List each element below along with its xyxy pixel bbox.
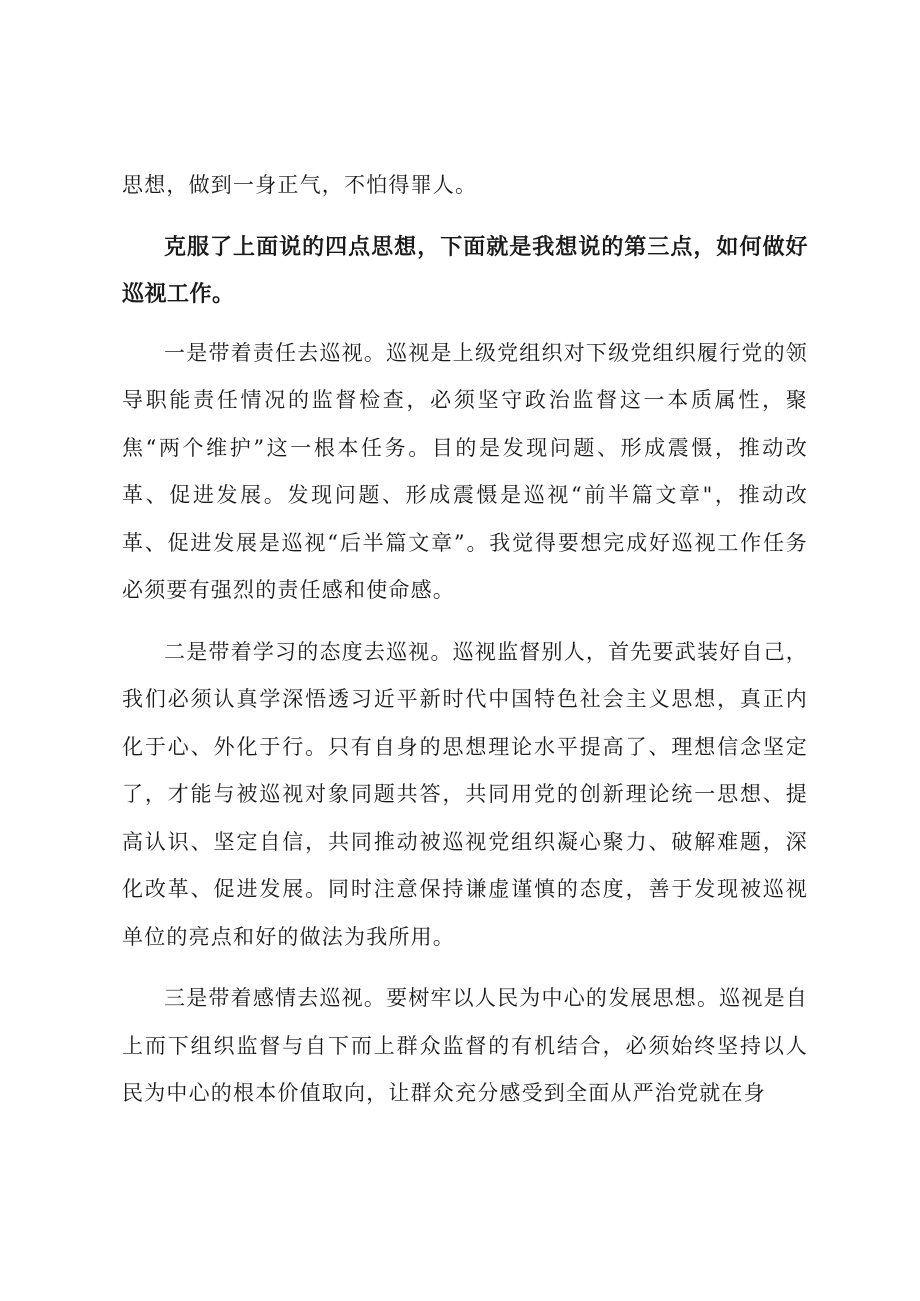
paragraph-point-one: 一是带着责任去巡视。巡视是上级党组织对下级党组织履行党的领导职能责任情况的监督检查，必须坚守政治监督这一本质属性，聚焦“两个维护”这一根本任务。目的是发现问题、形成震慑，推动改革、促进发展。发现问题、形成震慑是巡视“前半篇文章"，推动改革、促进发展是巡视“后半篇文章”。我觉得要想完成好巡视工作任务必须要有强烈的责任感和使命感。 xyxy=(122,340,808,602)
paragraph-point-two: 二是带着学习的态度去巡视。巡视监督别人，首先要武装好自己，我们必须认真学深悟透习近平新时代中国特色社会主义思想，真正内化于心、外化于行。只有自身的思想理论水平提高了、理想信念坚定了，才能与被巡视对象同题共答，共同用党的创新理论统一思想、提高认识、坚定自信，共同推动被巡视党组织凝心聚力、破解难题，深化改革、促进发展。同时注意保持谦虚谨慎的态度，善于发现被巡视单位的亮点和好的做法为我所用。 xyxy=(122,639,808,949)
document-body xyxy=(122,162,808,1118)
paragraph-continuation: 思想，做到一身正气，不怕得罪人。 xyxy=(122,173,478,197)
section-heading: 克服了上面说的四点思想，下面就是我想说的第三点，如何做好巡视工作。 xyxy=(122,234,808,307)
paragraph-point-three: 三是带着感情去巡视。要树牢以人民为中心的发展思想。巡视是自上而下组织监督与自下而上群众监督的有机结合，必须始终坚持以人民为中心的根本价值取向，让群众充分感受到全面从严治党就在身 xyxy=(122,986,808,1105)
